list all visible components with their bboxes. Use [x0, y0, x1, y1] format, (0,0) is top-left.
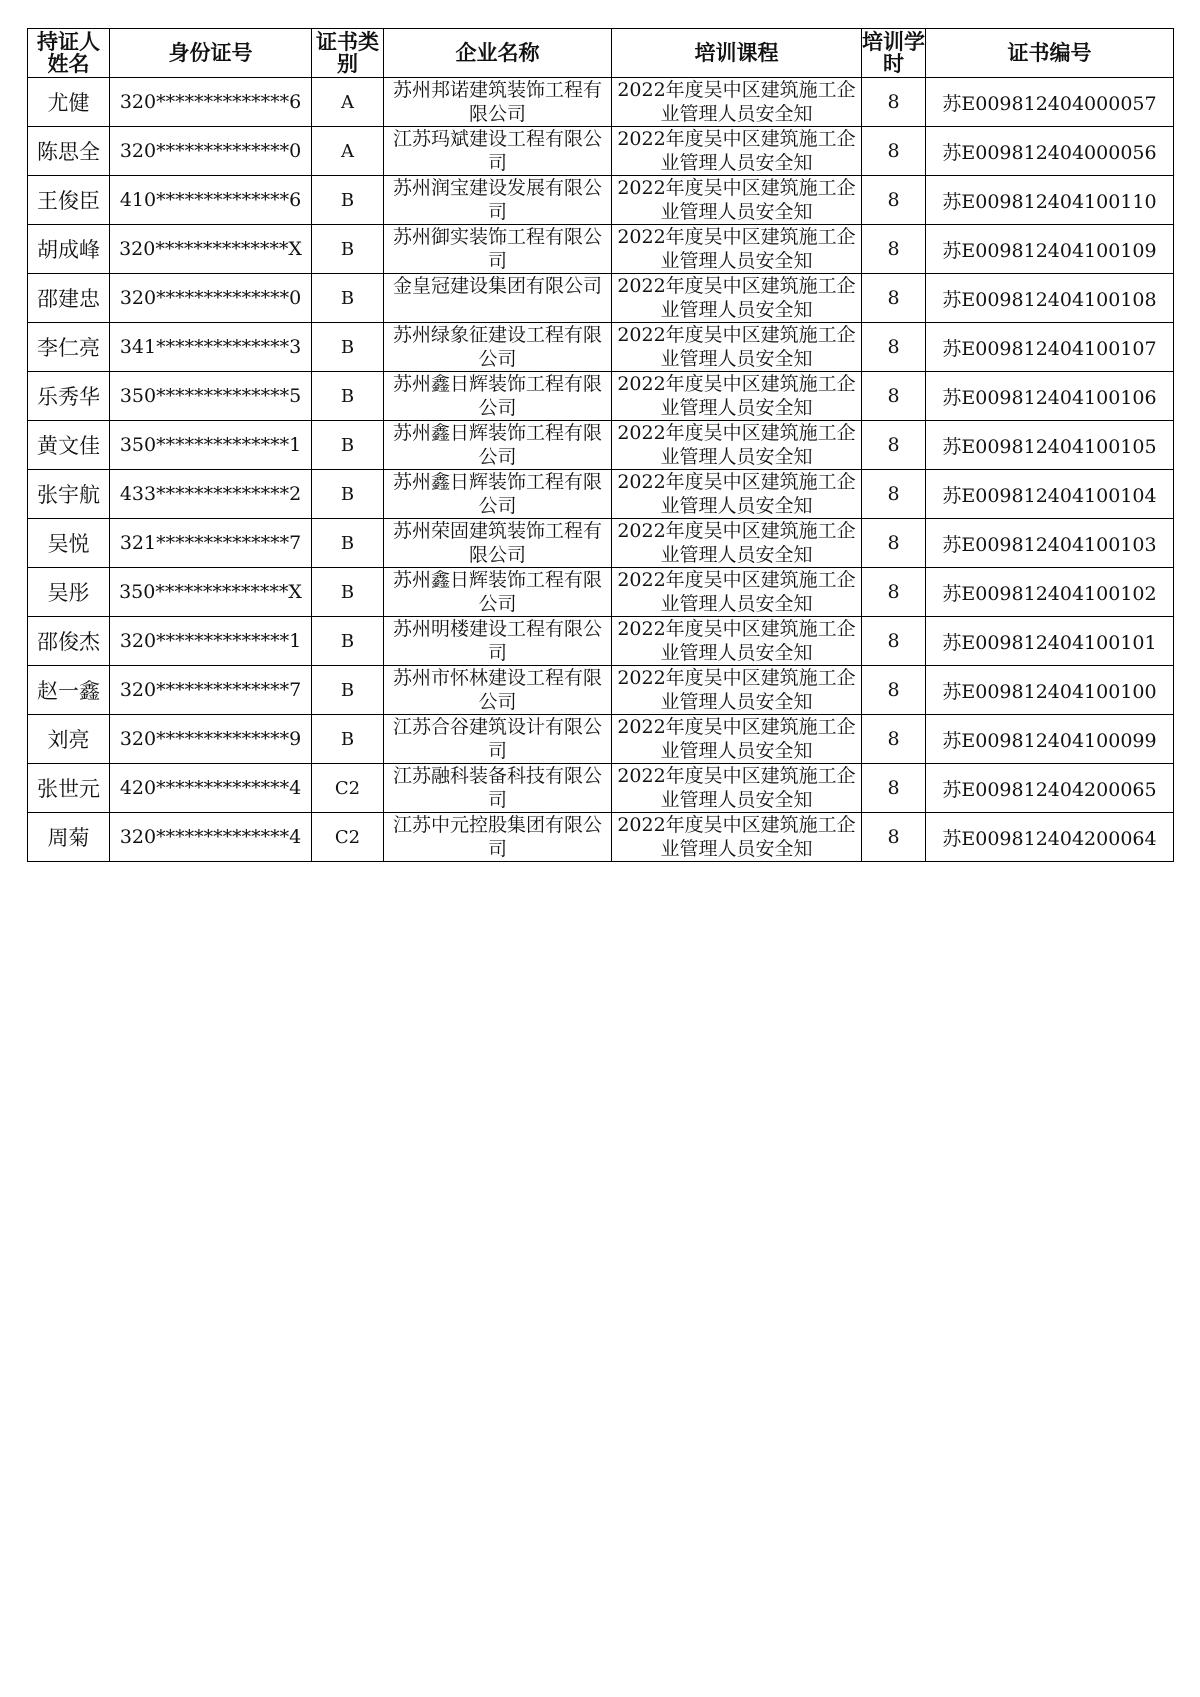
company-name-text: 苏州绿象征建设工程有限公司	[392, 324, 602, 370]
cert-number: 苏E009812404100109	[926, 225, 1174, 274]
company-name	[384, 421, 612, 470]
company-name-text: 苏州鑫日辉装饰工程有限公司	[392, 569, 602, 615]
company-name-text: 江苏玛斌建设工程有限公司	[392, 128, 602, 174]
holder-name: 陈思全	[28, 127, 110, 176]
training-course-text: 2022年度吴中区建筑施工企业管理人员安全知	[617, 765, 856, 811]
id-number: 320**************9	[110, 715, 312, 764]
training-course	[612, 225, 862, 274]
cert-number: 苏E009812404100101	[926, 617, 1174, 666]
company-name-text: 苏州鑫日辉装饰工程有限公司	[392, 422, 602, 468]
training-hours: 8	[862, 127, 926, 176]
cert-category: B	[312, 568, 384, 617]
company-name-text: 金皇冠建设集团有限公司	[392, 275, 602, 297]
cert-number: 苏E009812404100103	[926, 519, 1174, 568]
table-row	[28, 372, 1174, 421]
header-holder-name: 持证人姓名	[28, 29, 110, 78]
training-hours: 8	[862, 274, 926, 323]
cert-number: 苏E009812404200065	[926, 764, 1174, 813]
id-number: 341**************3	[110, 323, 312, 372]
header-company-name: 企业名称	[384, 29, 612, 78]
training-course-text: 2022年度吴中区建筑施工企业管理人员安全知	[617, 471, 856, 517]
table-row	[28, 470, 1174, 519]
holder-name: 李仁亮	[28, 323, 110, 372]
training-course-text: 2022年度吴中区建筑施工企业管理人员安全知	[617, 716, 856, 762]
training-hours: 8	[862, 666, 926, 715]
cert-category: B	[312, 519, 384, 568]
id-number: 321**************7	[110, 519, 312, 568]
training-course	[612, 470, 862, 519]
company-name	[384, 274, 612, 323]
cert-category: B	[312, 323, 384, 372]
cert-category: A	[312, 127, 384, 176]
training-course	[612, 421, 862, 470]
cert-category: A	[312, 78, 384, 127]
header-training-hours: 培训学时	[862, 30, 925, 76]
company-name-text: 苏州明楼建设工程有限公司	[392, 618, 602, 664]
id-number: 320**************6	[110, 78, 312, 127]
company-name-text: 苏州鑫日辉装饰工程有限公司	[392, 471, 602, 517]
training-course	[612, 372, 862, 421]
id-number: 320**************0	[110, 274, 312, 323]
table-row	[28, 421, 1174, 470]
table-row	[28, 568, 1174, 617]
cert-category: C2	[312, 764, 384, 813]
cert-number: 苏E009812404000057	[926, 78, 1174, 127]
training-course	[612, 715, 862, 764]
training-course-text: 2022年度吴中区建筑施工企业管理人员安全知	[617, 324, 856, 370]
cert-number: 苏E009812404100108	[926, 274, 1174, 323]
table-row	[28, 323, 1174, 372]
training-course	[612, 764, 862, 813]
cert-number: 苏E009812404100100	[926, 666, 1174, 715]
id-number: 320**************X	[110, 225, 312, 274]
certificate-table	[27, 28, 1174, 862]
holder-name: 吴彤	[28, 568, 110, 617]
id-number: 320**************7	[110, 666, 312, 715]
training-course	[612, 78, 862, 127]
company-name-text: 江苏融科装备科技有限公司	[392, 765, 602, 811]
training-course	[612, 274, 862, 323]
training-course	[612, 568, 862, 617]
cert-category: B	[312, 666, 384, 715]
cert-category: C2	[312, 813, 384, 862]
header-cert-number: 证书编号	[926, 29, 1174, 78]
company-name	[384, 372, 612, 421]
training-hours: 8	[862, 568, 926, 617]
holder-name: 张世元	[28, 764, 110, 813]
holder-name: 胡成峰	[28, 225, 110, 274]
training-course-text: 2022年度吴中区建筑施工企业管理人员安全知	[617, 177, 856, 223]
holder-name: 邵建忠	[28, 274, 110, 323]
holder-name: 乐秀华	[28, 372, 110, 421]
table-row	[28, 715, 1174, 764]
company-name-text: 苏州鑫日辉装饰工程有限公司	[392, 373, 602, 419]
id-number: 420**************4	[110, 764, 312, 813]
training-hours: 8	[862, 176, 926, 225]
id-number: 350**************X	[110, 568, 312, 617]
header-training-course: 培训课程	[612, 29, 862, 78]
cert-number: 苏E009812404100104	[926, 470, 1174, 519]
holder-name: 王俊臣	[28, 176, 110, 225]
training-course-text: 2022年度吴中区建筑施工企业管理人员安全知	[617, 226, 856, 272]
training-hours: 8	[862, 78, 926, 127]
training-hours: 8	[862, 764, 926, 813]
training-hours: 8	[862, 617, 926, 666]
id-number: 320**************4	[110, 813, 312, 862]
id-number: 350**************5	[110, 372, 312, 421]
table-row	[28, 519, 1174, 568]
company-name	[384, 715, 612, 764]
table-row	[28, 274, 1174, 323]
training-course	[612, 617, 862, 666]
table-header	[28, 29, 1174, 78]
cert-number: 苏E009812404100105	[926, 421, 1174, 470]
training-course-text: 2022年度吴中区建筑施工企业管理人员安全知	[617, 373, 856, 419]
training-course	[612, 666, 862, 715]
cert-category: B	[312, 715, 384, 764]
training-course-text: 2022年度吴中区建筑施工企业管理人员安全知	[617, 520, 856, 566]
company-name	[384, 127, 612, 176]
cert-number: 苏E009812404100102	[926, 568, 1174, 617]
id-number: 320**************1	[110, 617, 312, 666]
company-name-text: 江苏合谷建筑设计有限公司	[392, 716, 602, 762]
training-hours: 8	[862, 372, 926, 421]
cert-category: B	[312, 421, 384, 470]
holder-name: 黄文佳	[28, 421, 110, 470]
training-hours: 8	[862, 470, 926, 519]
training-course-text: 2022年度吴中区建筑施工企业管理人员安全知	[617, 79, 856, 125]
company-name-text: 苏州邦诺建筑装饰工程有限公司	[392, 79, 602, 125]
holder-name: 周菊	[28, 813, 110, 862]
holder-name: 刘亮	[28, 715, 110, 764]
table-row	[28, 666, 1174, 715]
training-course-text: 2022年度吴中区建筑施工企业管理人员安全知	[617, 128, 856, 174]
table-row	[28, 764, 1174, 813]
company-name	[384, 78, 612, 127]
header-cert-category: 证书类别	[312, 29, 384, 78]
company-name	[384, 323, 612, 372]
training-course	[612, 176, 862, 225]
training-hours: 8	[862, 421, 926, 470]
cert-number: 苏E009812404100106	[926, 372, 1174, 421]
training-course-text: 2022年度吴中区建筑施工企业管理人员安全知	[617, 814, 856, 860]
table-row	[28, 813, 1174, 862]
id-number: 410**************6	[110, 176, 312, 225]
training-course-text: 2022年度吴中区建筑施工企业管理人员安全知	[617, 618, 856, 664]
company-name	[384, 568, 612, 617]
id-number: 350**************1	[110, 421, 312, 470]
cert-number: 苏E009812404000056	[926, 127, 1174, 176]
training-course	[612, 519, 862, 568]
training-course	[612, 127, 862, 176]
cert-number: 苏E009812404200064	[926, 813, 1174, 862]
company-name	[384, 813, 612, 862]
training-course-text: 2022年度吴中区建筑施工企业管理人员安全知	[617, 422, 856, 468]
cert-category: B	[312, 470, 384, 519]
cert-category: B	[312, 274, 384, 323]
document-page	[27, 28, 1173, 862]
cert-category: B	[312, 372, 384, 421]
training-hours: 8	[862, 323, 926, 372]
company-name	[384, 666, 612, 715]
company-name-text: 江苏中元控股集团有限公司	[392, 814, 602, 860]
table-row	[28, 78, 1174, 127]
company-name	[384, 176, 612, 225]
holder-name: 吴悦	[28, 519, 110, 568]
company-name	[384, 225, 612, 274]
cert-category: B	[312, 617, 384, 666]
holder-name: 尤健	[28, 78, 110, 127]
training-course	[612, 323, 862, 372]
training-hours: 8	[862, 225, 926, 274]
training-course	[612, 813, 862, 862]
holder-name: 赵一鑫	[28, 666, 110, 715]
table-row	[28, 127, 1174, 176]
cert-category: B	[312, 176, 384, 225]
company-name-text: 苏州御实装饰工程有限公司	[392, 226, 602, 272]
holder-name: 邵俊杰	[28, 617, 110, 666]
holder-name: 张宇航	[28, 470, 110, 519]
training-hours: 8	[862, 813, 926, 862]
company-name	[384, 617, 612, 666]
training-course-text: 2022年度吴中区建筑施工企业管理人员安全知	[617, 667, 856, 713]
id-number: 320**************0	[110, 127, 312, 176]
cert-number: 苏E009812404100110	[926, 176, 1174, 225]
cert-number: 苏E009812404100107	[926, 323, 1174, 372]
training-hours: 8	[862, 519, 926, 568]
cert-number: 苏E009812404100099	[926, 715, 1174, 764]
cert-category: B	[312, 225, 384, 274]
company-name-text: 苏州荣固建筑装饰工程有限公司	[392, 520, 602, 566]
table-row	[28, 176, 1174, 225]
company-name	[384, 470, 612, 519]
training-course-text: 2022年度吴中区建筑施工企业管理人员安全知	[617, 275, 856, 321]
company-name-text: 苏州市怀林建设工程有限公司	[392, 667, 602, 713]
table-row	[28, 617, 1174, 666]
id-number: 433**************2	[110, 470, 312, 519]
company-name	[384, 519, 612, 568]
training-course-text: 2022年度吴中区建筑施工企业管理人员安全知	[617, 569, 856, 615]
table-row	[28, 225, 1174, 274]
training-hours: 8	[862, 715, 926, 764]
company-name-text: 苏州润宝建设发展有限公司	[392, 177, 602, 223]
table-body	[28, 78, 1174, 862]
header-id-number: 身份证号	[110, 29, 312, 78]
company-name	[384, 764, 612, 813]
